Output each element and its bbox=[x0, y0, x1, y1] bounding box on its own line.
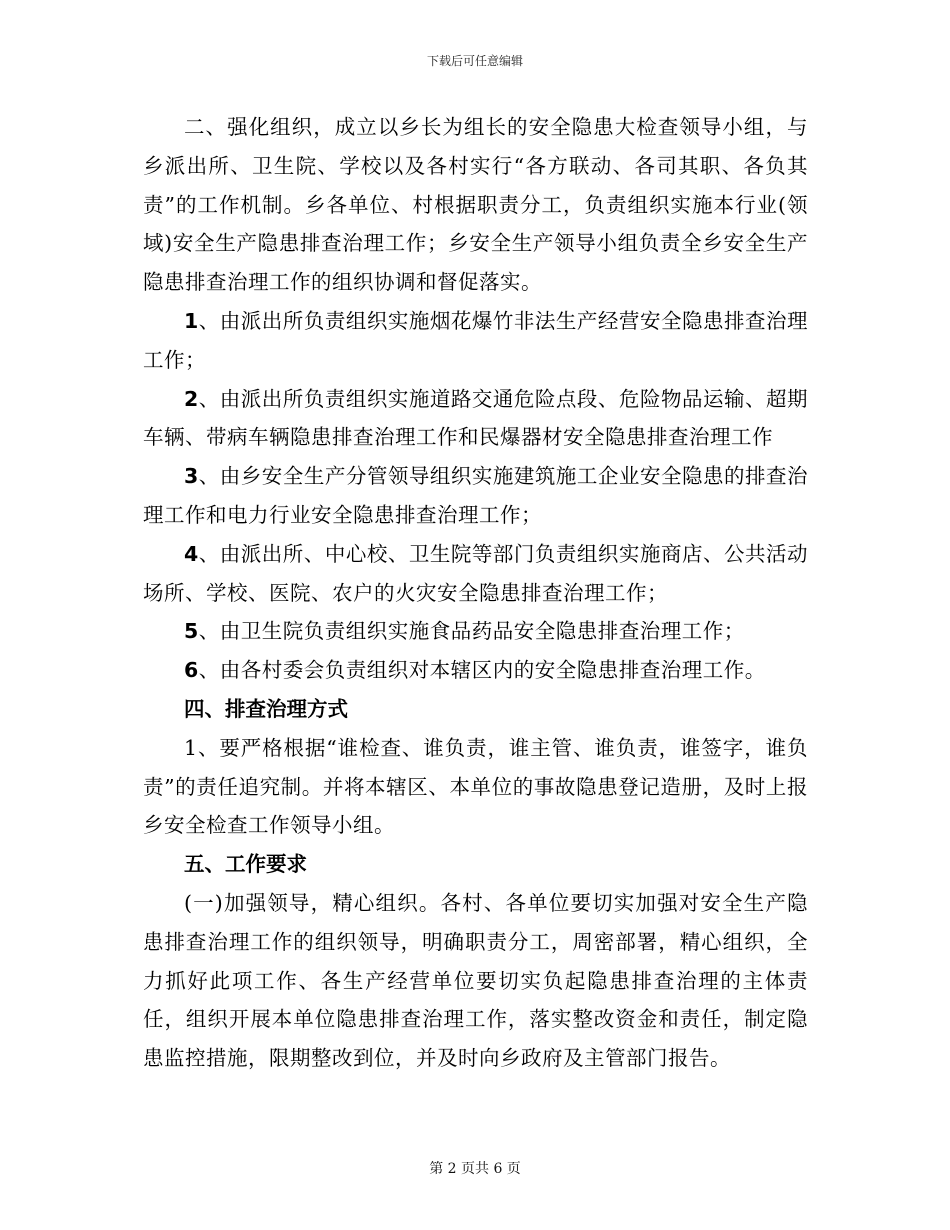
list-item bbox=[143, 380, 808, 458]
item-number: 2 bbox=[184, 386, 199, 411]
item-number: 3 bbox=[184, 464, 199, 489]
section-heading-work-requirements: 五、工作要求 bbox=[184, 852, 307, 877]
item-number: 1 bbox=[184, 308, 199, 333]
item-number: 6 bbox=[184, 658, 199, 683]
list-item bbox=[143, 651, 808, 690]
item-text: 、由卫生院负责组织实施食品药品安全隐患排查治理工作； bbox=[198, 619, 745, 644]
paragraph-work-requirements: (一)加强领导，精心组织。各村、各单位要切实加强对安全生产隐患排查治理工作的组织领导，明确职责分工，周密部署，精心组织，全力抓好此项工作、各生产经营单位要切实负起隐患排查治理的主体责任，组织开展本单位隐患排查治理工作，落实整改资金和责任，制定隐患监控措施，限期整改到位，并及时向乡政府及主管部门报告。 bbox=[143, 890, 808, 1071]
item-text: 、由各村委会负责组织对本辖区内的安全隐患排查治理工作。 bbox=[198, 658, 766, 683]
document-body bbox=[143, 108, 808, 1078]
paragraph-organization: 二、强化组织，成立以乡长为组长的安全隐患大检查领导小组，与乡派出所、卫生院、学校以及各村实行“各方联动、各司其职、各负其责”的工作机制。乡各单位、村根据职责分工，负责组织实施本行业(领域)安全生产隐患排查治理工作；乡安全生产领导小组负责全乡安全生产隐患排查治理工作的组织协调和督促落实。 bbox=[143, 115, 808, 295]
item-text: 、由乡安全生产分管领导组织实施建筑施工企业安全隐患的排查治理工作和电力行业安全隐患排查治理工作； bbox=[143, 464, 808, 527]
paragraph-inspection-method: 1、要严格根据“谁检查、谁负责，谁主管、谁负责，谁签字，谁负责”的责任追究制。并将本辖区、本单位的事故隐患登记造册，及时上报乡安全检查工作领导小组。 bbox=[143, 735, 808, 838]
item-number: 4 bbox=[184, 541, 199, 566]
section-heading-inspection-method: 四、排查治理方式 bbox=[184, 696, 348, 721]
list-item bbox=[143, 457, 808, 535]
list-item bbox=[143, 302, 808, 380]
item-text: 、由派出所负责组织实施烟花爆竹非法生产经营安全隐患排查治理工作； bbox=[143, 308, 808, 372]
item-text: 、由派出所、中心校、卫生院等部门负责组织实施商店、公共活动场所、学校、医院、农户的火灾安全隐患排查治理工作； bbox=[143, 541, 808, 605]
list-item bbox=[143, 612, 808, 651]
page-footer: 第 2 页共 6 页 bbox=[429, 1161, 521, 1177]
item-number: 5 bbox=[184, 619, 199, 644]
list-item bbox=[143, 535, 808, 613]
item-text: 、由派出所负责组织实施道路交通危险点段、危险物品运输、超期车辆、带病车辆隐患排查治理工作和民爆器材安全隐患排查治理工作 bbox=[143, 386, 808, 450]
page-header: 下载后可任意编辑 bbox=[426, 54, 523, 68]
